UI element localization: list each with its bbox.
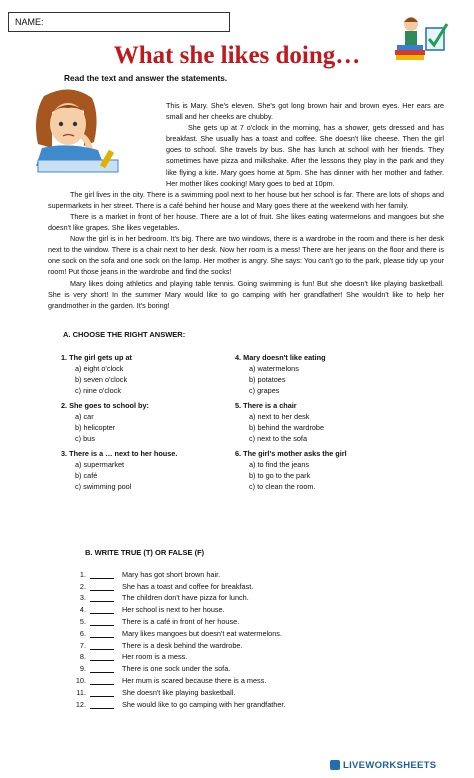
tf-item [72,614,285,626]
option[interactable]: c) grapes [249,386,280,395]
item-number: 12. [75,699,86,709]
paragraph: This is Mary. She's eleven. She's got long brown hair and brown eyes. Her ears are small and her cheeks are chubby. [166,101,444,122]
question-text: 2. She goes to school by: [61,401,149,410]
answer-blank[interactable] [90,618,114,626]
paragraph: There is a market in front of her house. There are a lot of fruit. She likes eating watermelons and mangoes but she doesn't like grapes. She likes vegetables. [48,211,444,233]
option[interactable]: c) next to the sofa [249,434,308,443]
paragraph: The girl lives in the city. There is a swimming pool next to her house but her school is far. There are lots of shops and supermarkets in her street. There is a café behind her house and Mary goes there at the weekend with her family. [48,189,444,210]
tf-item [72,602,285,614]
name-field[interactable] [8,12,230,32]
tf-item [72,579,285,591]
option[interactable]: b) to go to the park [249,471,311,480]
option[interactable]: a) watermelons [249,364,299,373]
answer-blank[interactable] [90,653,114,661]
section-b-title: B. WRITE TRUE (T) OR FALSE (F) [85,548,205,557]
tf-item [72,591,285,603]
paragraph: Mary likes doing athletics and playing table tennis. Going swimming is fun! But she doesn't like playing basketball. She is very short! In the summer Mary would like to go camping with her grandfather! She wouldn't like to help her grandmother in the garden. It's boring! [48,278,444,310]
option[interactable]: a) next to her desk [249,412,310,421]
true-false-list [72,567,285,709]
statement: Mary has got short brown hair. [122,569,221,579]
name-label: NAME: [15,17,44,27]
statement: There is one sock under the sofa. [122,664,231,674]
statement: She doesn't like playing basketball. [122,687,236,697]
statement: There is a desk behind the wardrobe. [122,640,243,650]
statement: The children don't have pizza for lunch. [122,593,249,603]
option[interactable]: a) to find the jeans [249,460,310,469]
statement: Her school is next to her house. [122,605,225,615]
tf-item [72,638,285,650]
tf-item [72,685,285,697]
option[interactable]: a) car [75,412,94,421]
question [61,401,177,445]
statement: Her mum is scared because there is a mess. [122,675,267,685]
item-number: 4. [79,605,86,615]
item-number: 3. [79,593,86,603]
answer-blank[interactable] [90,689,114,697]
item-number: 6. [79,628,86,638]
question-text: 1. The girl gets up at [61,353,132,362]
tf-item [72,661,285,673]
option[interactable]: b) behind the wardrobe [249,423,325,432]
tf-item [72,626,285,638]
liveworksheets-logo [330,758,436,772]
answer-blank[interactable] [90,606,114,614]
question-text: 3. There is a … next to her house. [61,449,178,458]
question [61,449,177,493]
question-text: 6. The girl's mother asks the girl [235,449,347,458]
item-number: 7. [79,640,86,650]
item-number: 1. [79,569,86,579]
option[interactable]: b) potatoes [249,375,286,384]
option[interactable]: c) swimming pool [75,482,132,491]
answer-blank[interactable] [90,665,114,673]
teacher-checkmark-icon [393,12,449,64]
answer-blank[interactable] [90,701,114,709]
statement: She has a toast and coffee for breakfast. [122,581,254,591]
questions-left [61,353,177,497]
option[interactable]: c) to clean the room. [249,482,316,491]
question [61,353,177,397]
item-number: 10. [75,675,86,685]
question [235,401,347,445]
option[interactable]: b) helicopter [75,423,116,432]
paragraph: She gets up at 7 o'clock in the morning, has a shower, gets dressed and has breakfast. She usually has a toast and coffee. She doesn't like cheese. Then the girl goes to school. She travels by bus. She has lunch at school with her friends. They sometimes have pizza and milkshake. After the lessons they play in the park and they like flying a kite. Mary goes home at 5pm. She has dinner with her mother and father. Her mother likes cooking! Mary goes to bed at 10pm. [166,123,444,188]
statement: Her room is a mess. [122,652,188,662]
tf-item [72,673,285,685]
question-text: 5. There is a chair [235,401,297,410]
option[interactable]: a) eight o'clock [75,364,124,373]
answer-blank[interactable] [90,571,114,579]
reading-passage [48,100,444,311]
statement: There is a café in front of her house. [122,616,240,626]
instructions: Read the text and answer the statements. [64,73,228,83]
option[interactable]: c) nine o'clock [75,386,122,395]
question-text: 4. Mary doesn't like eating [235,353,326,362]
statement: She would like to go camping with her grandfather. [122,699,286,709]
questions-right [235,353,347,497]
item-number: 5. [79,616,86,626]
answer-blank[interactable] [90,642,114,650]
statement: Mary likes mangoes but doesn't eat watermelons. [122,628,282,638]
page-title: What she likes doing… [113,42,361,69]
item-number: 11. [76,687,86,697]
item-number: 2. [79,581,86,591]
option[interactable]: b) café [75,471,98,480]
brand-name: LIVEWORKSHEETS [343,759,437,771]
option[interactable]: c) bus [75,434,95,443]
section-a-title: A. CHOOSE THE RIGHT ANSWER: [63,330,186,339]
answer-blank[interactable] [90,677,114,685]
tf-item [72,567,285,579]
tf-item [72,650,285,662]
item-number: 9. [79,664,86,674]
paragraph: Now the girl is in her bedroom. It's big. There are two windows, there is a wardrobe in the room and there is her desk next to the window. There is a chair next to her desk. Now her room is a mess! There are her jeans on the floor and there is one sock on the sofa and one sock on the lamp. Her mother is angry. She says: You can't go to the park, please tidy up your room! Put those jeans in the wardrobe and find the socks! [48,234,444,277]
option[interactable]: b) seven o'clock [75,375,128,384]
question [235,449,347,493]
answer-blank[interactable] [90,630,114,638]
tf-item [72,697,285,709]
answer-blank[interactable] [90,594,114,602]
option[interactable]: a) supermarket [75,460,125,469]
logo-icon [330,760,340,770]
item-number: 8. [79,652,86,662]
answer-blank[interactable] [90,583,114,591]
question [235,353,347,397]
